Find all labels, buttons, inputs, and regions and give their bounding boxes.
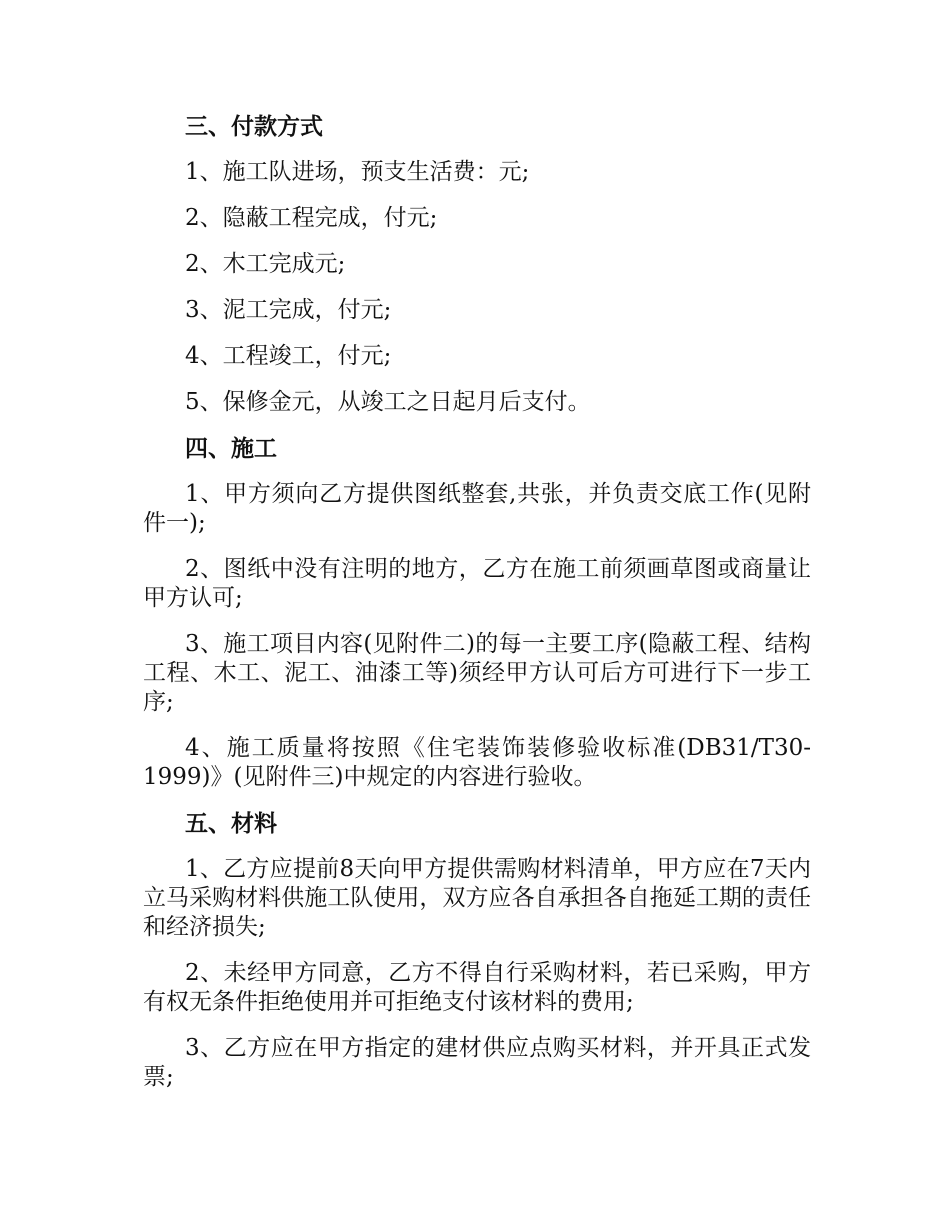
construction-paragraph-4: 4、施工质量将按照《住宅装饰装修验收标准(DB31/T30-1999)》(见附件三)中规定的内容进行验收。 [143, 735, 811, 790]
materials-paragraph-1: 1、乙方应提前8天向甲方提供需购材料清单，甲方应在7天内立马采购材料供施工队使用，双方应各自承担各自拖延工期的责任和经济损失; [143, 856, 811, 940]
section-heading-materials: 五、材料 [185, 810, 277, 837]
construction-paragraph-3: 3、施工项目内容(见附件二)的每一主要工序(隐蔽工程、结构工程、木工、泥工、油漆工等)须经甲方认可后方可进行下一步工序; [143, 631, 811, 715]
payment-item-5: 4、工程竣工，付元; [185, 343, 392, 369]
payment-item-1: 1、施工队进场，预支生活费：元; [185, 159, 530, 185]
construction-paragraph-2: 2、图纸中没有注明的地方，乙方在施工前须画草图或商量让甲方认可; [143, 556, 811, 611]
materials-paragraph-3: 3、乙方应在甲方指定的建材供应点购买材料，并开具正式发票; [143, 1035, 811, 1090]
payment-item-3: 2、木工完成元; [185, 251, 346, 277]
document-page [143, 112, 811, 1109]
materials-paragraph-2: 2、未经甲方同意，乙方不得自行采购材料，若已采购，甲方有权无条件拒绝使用并可拒绝支付该材料的费用; [143, 960, 811, 1015]
section-heading-payment: 三、付款方式 [185, 113, 323, 140]
construction-paragraph-1: 1、甲方须向乙方提供图纸整套,共张，并负责交底工作(见附件一); [143, 481, 811, 536]
payment-item-2: 2、隐蔽工程完成，付元; [185, 205, 438, 231]
section-heading-construction: 四、施工 [185, 435, 277, 462]
payment-item-4: 3、泥工完成，付元; [185, 297, 392, 323]
payment-item-6: 5、保修金元，从竣工之日起月后支付。 [185, 389, 591, 415]
